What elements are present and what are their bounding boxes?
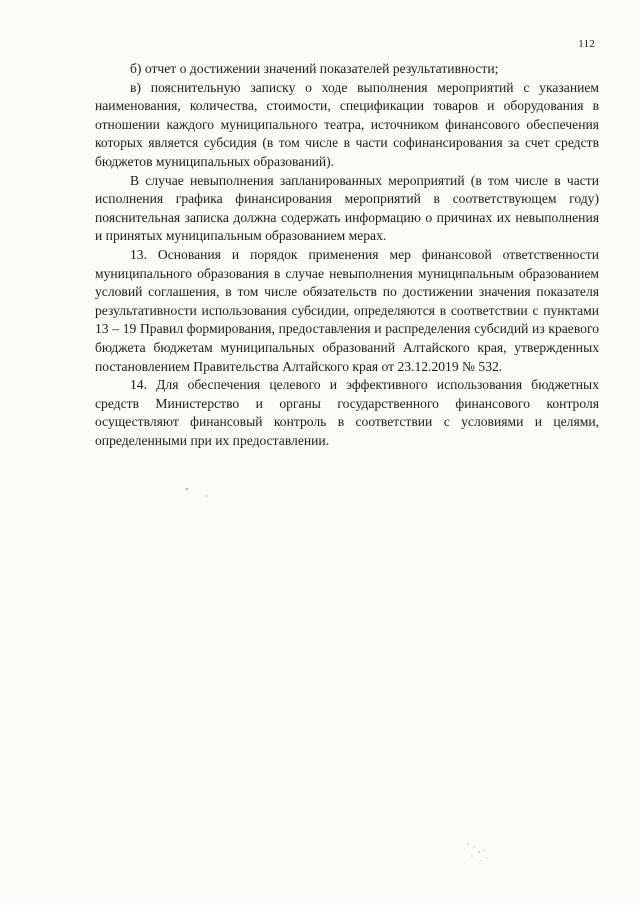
paragraph-item-b: б) отчет о достижении значений показателей результативности; [130,61,499,76]
paragraph-item-v: в) пояснительную записку о ходе выполнения мероприятий с указанием наименования, количества, стоимости, спецификации товаров и оборудования в отношении каждого муниципального театра, источником финансового обеспечения которых является субсидия (в том числе в части софинансирования за счет средств бюджетов муниципальных образований). [95,79,599,169]
paragraph-14: 14. Для обеспечения целевого и эффективного использования бюджетных средств Министерство и органы государственного финансового контроля осуществляют финансовый контроль в соответствии с условиями и целями, определенными при их предоставлении. [95,377,599,448]
paragraph-nonfulfillment: В случае невыполнения запланированных мероприятий (в том числе в части исполнения графика финансирования мероприятий в соответствующем году) пояснительная записка должна содержать информацию о причинах их невыполнения и принятых муниципальным образованием мерах. [95,172,599,244]
scan-dot [206,495,207,497]
scan-smudge [462,840,496,866]
scan-dot [186,488,188,490]
page-number: 112 [578,38,595,50]
paragraph-13: 13. Основания и порядок применения мер финансовой ответственности муниципального образования в случае невыполнения муниципальным образованием условий соглашения, в том числе обязательств по достижении значения показателя результативности использования субсидии, определяются в соответствии с пунктами 13 – 19 Правил формирования, предоставления и распределения субсидий из краевого бюджета бюджетам муниципальных образований Алтайского края, утвержденных постановлением Правительства Алтайского края от 23.12.2019 № 532. [95,246,599,374]
document-body [95,60,599,450]
